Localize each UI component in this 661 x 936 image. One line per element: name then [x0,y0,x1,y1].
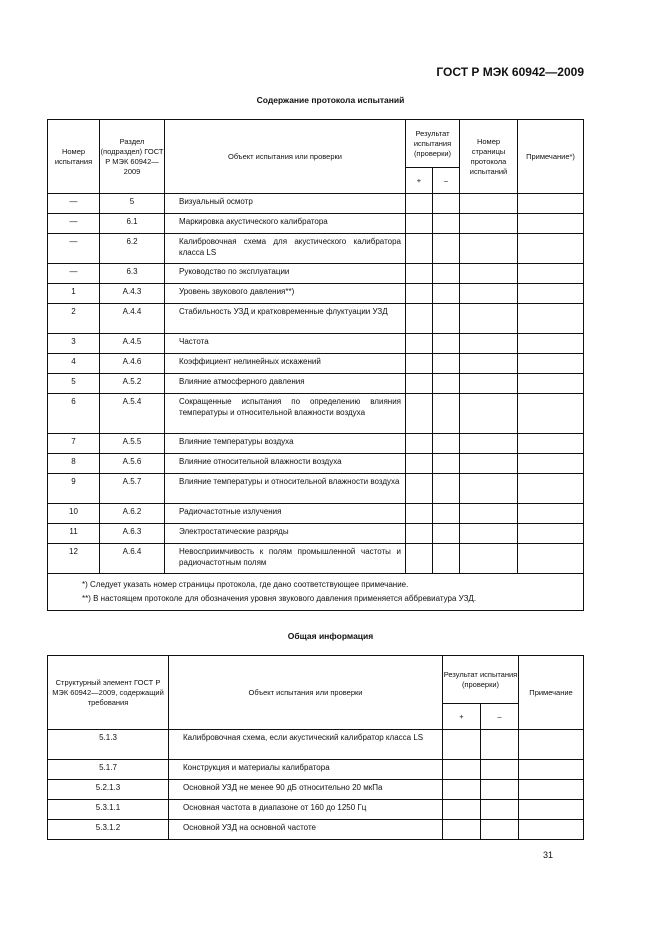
test-object-cell: Основной УЗД на основной частоте [169,820,443,840]
result-minus-cell [433,304,460,334]
section-ref-cell: А.5.6 [100,454,165,474]
result-plus-cell [406,234,433,264]
page-number-cell [460,214,518,234]
table-row [48,304,584,334]
table-row [48,374,584,394]
test-number-cell: 9 [48,474,100,504]
page-number-cell [460,454,518,474]
structural-element-cell: 5.2.1.3 [48,780,169,800]
col-header-plus: + [443,704,481,730]
test-number-cell: — [48,234,100,264]
page-number-cell [460,194,518,214]
table-row [48,544,584,574]
page-number-cell [460,234,518,264]
test-object-cell: Радиочастотные излучения [165,504,406,524]
table-row [48,454,584,474]
section-ref-cell: А.6.3 [100,524,165,544]
standard-designation: ГОСТ Р МЭК 60942—2009 [436,65,584,79]
table-row [48,730,584,760]
note-cell [518,394,584,434]
result-plus-cell [443,760,481,780]
page-number-cell [460,504,518,524]
test-number-cell: 6 [48,394,100,434]
result-minus-cell [481,800,519,820]
note-cell [518,234,584,264]
section-ref-cell: 6.3 [100,264,165,284]
test-object-cell: Руководство по эксплуатации [165,264,406,284]
result-plus-cell [406,214,433,234]
table-row [48,234,584,264]
section-ref-cell: 5 [100,194,165,214]
section-ref-cell: А.5.4 [100,394,165,434]
test-number-cell: 11 [48,524,100,544]
result-minus-cell [433,284,460,304]
col-header-object: Объект испытания или проверки [165,120,406,194]
note-cell [518,354,584,374]
test-number-cell: 12 [48,544,100,574]
page-number-cell [460,524,518,544]
result-minus-cell [433,504,460,524]
result-plus-cell [406,194,433,214]
structural-element-cell: 5.3.1.2 [48,820,169,840]
test-number-cell: 5 [48,374,100,394]
table-row [48,760,584,780]
test-object-cell: Электростатические разряды [165,524,406,544]
col-header-note: Примечание [519,656,584,730]
result-plus-cell [406,454,433,474]
section-ref-cell: А.4.4 [100,304,165,334]
result-plus-cell [443,800,481,820]
note-cell [518,474,584,504]
structural-element-cell: 5.1.7 [48,760,169,780]
test-object-cell: Основная частота в диапазоне от 160 до 1250 Гц [169,800,443,820]
note-cell [518,524,584,544]
note-cell [519,780,584,800]
note-cell [518,264,584,284]
page-number-cell [460,284,518,304]
col-header-plus: + [406,168,433,194]
footnote-2: **) В настоящем протоколе для обозначения уровня звукового давления применяется аббревиатура УЗД. [82,594,477,603]
page-number-cell [460,334,518,354]
result-plus-cell [406,544,433,574]
note-cell [518,544,584,574]
table-row [48,474,584,504]
table-row [48,394,584,434]
footnotes [48,574,584,611]
test-number-cell: 4 [48,354,100,374]
note-cell [518,454,584,474]
test-object-cell: Основной УЗД не менее 90 дБ относительно 20 мкПа [169,780,443,800]
test-object-cell: Влияние относительной влажности воздуха [165,454,406,474]
result-plus-cell [406,394,433,434]
page-number-cell [460,264,518,284]
section-ref-cell: А.4.3 [100,284,165,304]
general-info-table [47,655,584,840]
test-number-cell: 7 [48,434,100,454]
note-cell [519,760,584,780]
page-number-cell [460,434,518,454]
test-number-cell: — [48,214,100,234]
table-row [48,800,584,820]
result-minus-cell [433,264,460,284]
note-cell [518,504,584,524]
note-cell [518,284,584,304]
result-plus-cell [406,374,433,394]
test-number-cell: — [48,194,100,214]
section-ref-cell: 6.2 [100,234,165,264]
col-header-test-no: Номер испытания [48,120,100,194]
result-plus-cell [406,504,433,524]
page-number-cell [460,474,518,504]
test-object-cell: Влияние температуры воздуха [165,434,406,454]
result-plus-cell [443,780,481,800]
result-plus-cell [406,304,433,334]
note-cell [518,304,584,334]
test-object-cell: Маркировка акустического калибратора [165,214,406,234]
structural-element-cell: 5.1.3 [48,730,169,760]
section-ref-cell: А.5.5 [100,434,165,454]
col-header-result: Результат испытания (проверки) [406,120,460,168]
table-row [48,820,584,840]
result-minus-cell [433,454,460,474]
section-ref-cell: А.5.7 [100,474,165,504]
table-row [48,284,584,304]
result-minus-cell [481,820,519,840]
page-number-cell [460,374,518,394]
structural-element-cell: 5.3.1.1 [48,800,169,820]
note-cell [518,434,584,454]
test-number-cell: 8 [48,454,100,474]
footnote-1: *) Следует указать номер страницы протокола, где дано соответствующее примечание. [82,580,409,589]
page-number: 31 [543,850,554,860]
col-header-page-no: Номер страницы протокола испытаний [460,120,518,194]
result-minus-cell [433,214,460,234]
test-object-cell: Визуальный осмотр [165,194,406,214]
test-object-cell: Стабильность УЗД и кратковременные флуктуации УЗД [165,304,406,334]
result-minus-cell [481,780,519,800]
test-object-cell: Коэффициент нелинейных искажений [165,354,406,374]
table-row [48,334,584,354]
section-ref-cell: А.4.5 [100,334,165,354]
page-number-cell [460,304,518,334]
section-ref-cell: А.4.6 [100,354,165,374]
test-object-cell: Влияние температуры и относительной влажности воздуха [165,474,406,504]
section-ref-cell: 6.1 [100,214,165,234]
test-number-cell: 2 [48,304,100,334]
result-plus-cell [406,524,433,544]
test-number-cell: — [48,264,100,284]
test-object-cell: Калибровочная схема для акустического калибратора класса LS [165,234,406,264]
section-ref-cell: А.6.2 [100,504,165,524]
result-minus-cell [433,434,460,454]
test-object-cell: Уровень звукового давления**) [165,284,406,304]
result-minus-cell [433,374,460,394]
test-object-cell: Сокращенные испытания по определению влияния температуры и относительной влажности воздуха [165,394,406,434]
test-object-cell: Конструкция и материалы калибратора [169,760,443,780]
table-row [48,214,584,234]
section-ref-cell: А.5.2 [100,374,165,394]
note-cell [518,214,584,234]
table-row [48,354,584,374]
col-header-section: Раздел (подраздел) ГОСТ Р МЭК 60942—2009 [100,120,165,194]
col-header-result: Результат испытания (проверки) [443,656,519,704]
test-object-cell: Частота [165,334,406,354]
result-minus-cell [433,474,460,504]
col-header-object: Объект испытания или проверки [169,656,443,730]
col-header-minus: – [433,168,460,194]
result-minus-cell [433,334,460,354]
table-row [48,434,584,454]
note-cell [518,194,584,214]
table-row [48,194,584,214]
section-title-test-report-contents: Содержание протокола испытаний [256,95,405,105]
test-object-cell: Калибровочная схема, если акустический калибратор класса LS [169,730,443,760]
table-row [48,264,584,284]
test-object-cell: Влияние атмосферного давления [165,374,406,394]
result-minus-cell [433,194,460,214]
test-number-cell: 3 [48,334,100,354]
result-minus-cell [433,544,460,574]
result-plus-cell [406,434,433,454]
result-plus-cell [406,264,433,284]
note-cell [519,820,584,840]
table-row [48,524,584,544]
result-plus-cell [406,474,433,504]
result-minus-cell [433,524,460,544]
note-cell [518,334,584,354]
page-number-cell [460,394,518,434]
result-minus-cell [433,394,460,434]
result-minus-cell [433,234,460,264]
test-report-contents-table [47,119,584,611]
col-header-minus: – [481,704,519,730]
result-plus-cell [443,820,481,840]
test-number-cell: 10 [48,504,100,524]
table-row [48,504,584,524]
section-title-general-info: Общая информация [287,631,374,641]
test-object-cell: Невосприимчивость к полям промышленной частоты и радиочастотным полям [165,544,406,574]
note-cell [519,800,584,820]
col-header-structural-element: Структурный элемент ГОСТ Р МЭК 60942—2009, содержащий требования [48,656,169,730]
page-number-cell [460,544,518,574]
result-plus-cell [406,284,433,304]
test-number-cell: 1 [48,284,100,304]
result-minus-cell [433,354,460,374]
note-cell [518,374,584,394]
col-header-note: Примечание*) [518,120,584,194]
result-minus-cell [481,760,519,780]
page-number-cell [460,354,518,374]
section-ref-cell: А.6.4 [100,544,165,574]
note-cell [519,730,584,760]
result-plus-cell [406,354,433,374]
result-plus-cell [443,730,481,760]
table-row [48,780,584,800]
result-minus-cell [481,730,519,760]
result-plus-cell [406,334,433,354]
